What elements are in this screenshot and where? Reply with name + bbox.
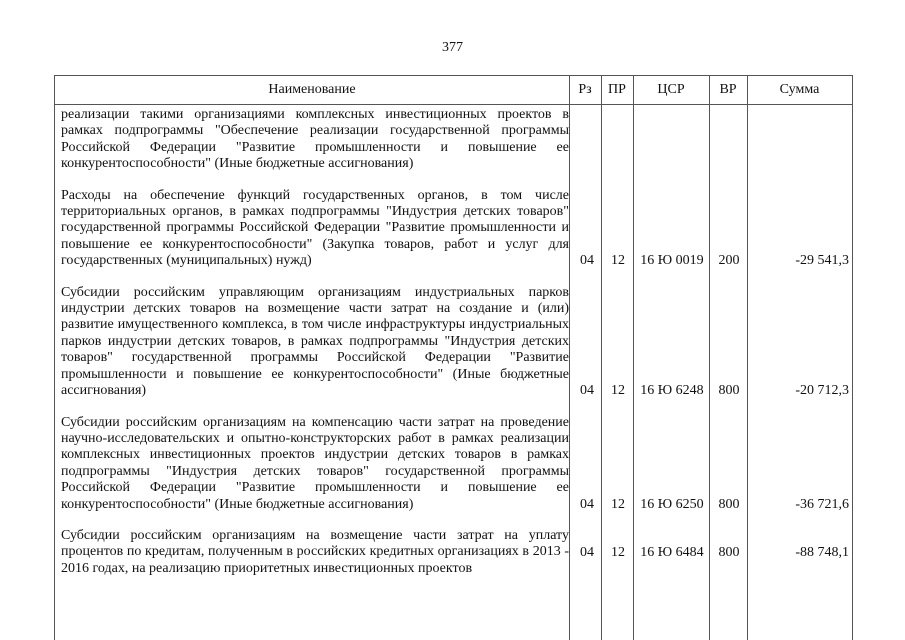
header-sum: Сумма [779,82,820,97]
row-pr: 12 [611,544,625,560]
row-sum: -20 712,3 [795,383,849,399]
row-csr: 16 Ю 6248 [640,383,704,399]
row-name: Субсидии российским управляющим организациям индустриальных парков индустрии детских товаров на возмещение части затрат на создание и (или) развитие имущественного комплекса, в том числе инфраструктуры индустриальных парков индустрии детских товаров, в рамках подпрограммы "Индустрия детских товаров" государственной программы Российской Федерации "Развитие промышленности и повышение ее конкурентоспособности" (Иные бюджетные ассигнования) [61,284,569,399]
header-csr: ЦСР [657,82,685,97]
row-csr: 16 Ю 6484 [640,544,704,560]
row-rz: 04 [580,253,594,269]
row-pr: 12 [611,496,625,512]
row-sum: -36 721,6 [795,496,849,512]
budget-table [54,75,853,640]
row-vr: 800 [718,544,740,560]
table-header [55,75,852,105]
table-row [55,188,852,270]
table-row [55,107,852,173]
row-name: Расходы на обеспечение функций государственных органов, в том числе территориальных органов, в рамках подпрограммы "Индустрия детских товаров" государственной программы Российской Федерации "Развитие промышленности и повышение ее конкурентоспособности" (Закупка товаров, работ и услуг для государственных (муниципальных) нужд) [61,187,569,269]
row-rz: 04 [580,383,594,399]
row-vr: 800 [718,383,740,399]
row-rz: 04 [580,544,594,560]
row-vr: 200 [718,253,740,269]
page-number: 377 [442,40,463,55]
header-pr: ПР [608,82,626,97]
row-csr: 16 Ю 6250 [640,496,704,512]
table-row [55,415,852,513]
row-csr: 16 Ю 0019 [640,253,704,269]
table-row [55,285,852,400]
row-name: Субсидии российским организациям на возмещение части затрат на уплату процентов по кредитам, полученным в российских кредитных организациях в 2013 - 2016 годах, на реализацию приоритетных инвестиционных проектов [61,527,569,576]
row-name: реализации такими организациями комплексных инвестиционных проектов в рамках подпрограммы "Обеспечение реализации государственной программы Российской Федерации "Развитие промышленности и повышение ее конкурентоспособности" (Иные бюджетные ассигнования) [61,107,569,172]
header-vr: ВР [719,82,737,97]
row-sum: -88 748,1 [795,544,849,560]
header-name: Наименование [268,82,356,97]
header-rz: Рз [578,82,592,97]
row-pr: 12 [611,253,625,269]
row-sum: -29 541,3 [795,253,849,269]
row-rz: 04 [580,496,594,512]
table-row [55,528,852,577]
row-name: Субсидии российским организациям на компенсацию части затрат на проведение научно-исследовательских и опытно-конструкторских работ в рамках реализации комплексных инвестиционных проектов индустрии детских товаров в рамках подпрограммы "Индустрия детских товаров" государственной программы Российской Федерации "Развитие промышленности и повышение ее конкурентоспособности" (Иные бюджетные ассигнования) [61,414,569,512]
row-pr: 12 [611,383,625,399]
row-vr: 800 [718,496,740,512]
